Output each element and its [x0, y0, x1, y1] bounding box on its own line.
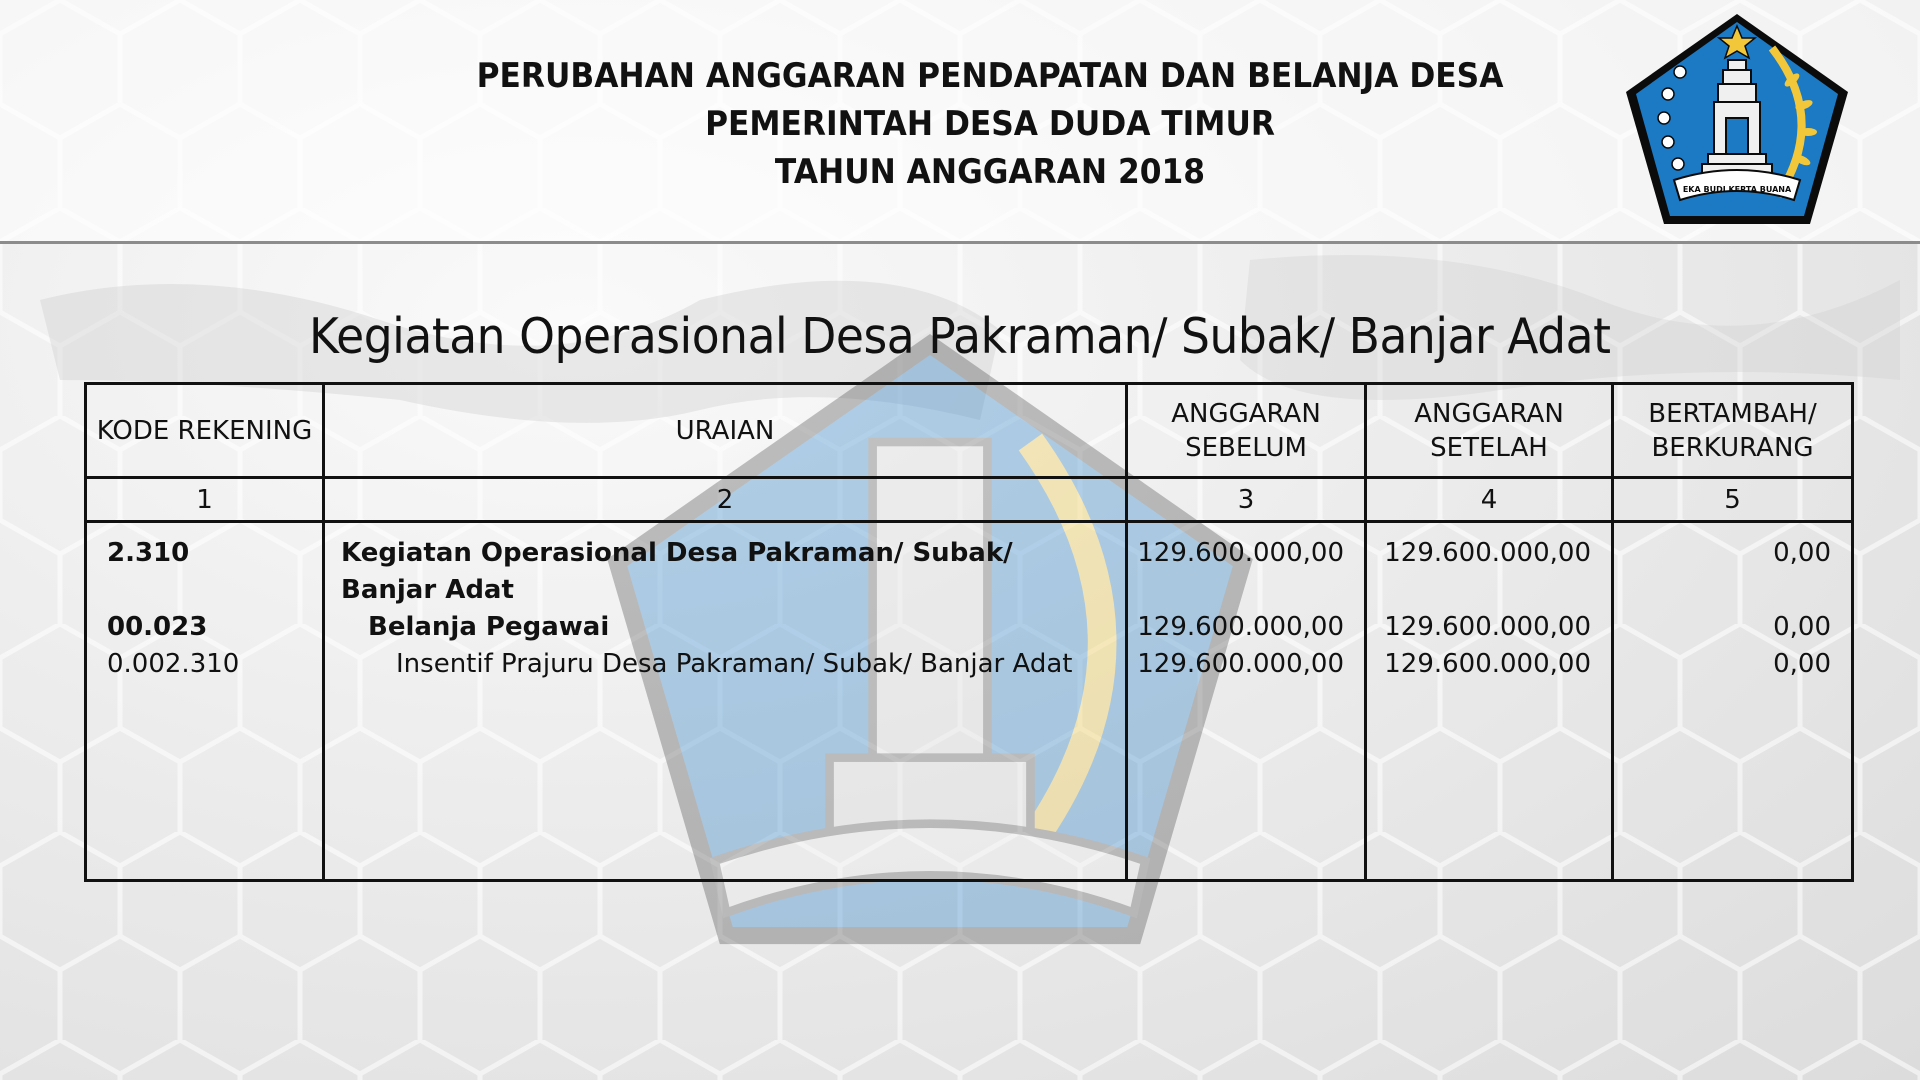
- belanja-pegawai-label: Belanja Pegawai: [368, 612, 610, 642]
- amount-before: 129.600.000,00: [1137, 538, 1344, 568]
- column-header-anggaran-setelah: [1366, 384, 1613, 478]
- page-header: [0, 0, 1920, 244]
- column-header-anggaran-sebelum-text: ANGGARAN SEBELUM: [1171, 398, 1321, 463]
- budget-table: [84, 382, 1854, 882]
- anggaran-setelah-cell: [1366, 522, 1613, 881]
- column-header-bertambah-berkurang-text: BERTAMBAH/ BERKURANG: [1648, 398, 1817, 463]
- column-number-row: [86, 478, 1853, 522]
- code-0-002-310: 0.002.310: [107, 649, 240, 679]
- amount-diff: 0,00: [1773, 612, 1831, 642]
- amount-after: 129.600.000,00: [1384, 538, 1591, 568]
- header-title-line-2: PEMERINTAH DESA DUDA TIMUR: [705, 104, 1275, 144]
- uraian-cell: [324, 522, 1127, 881]
- code-00-023: 00.023: [107, 612, 208, 642]
- column-number: 5: [1613, 478, 1853, 522]
- amount-before: 129.600.000,00: [1137, 612, 1344, 642]
- emblem-motto: EKA BUDI KERTA BUANA: [1682, 185, 1792, 194]
- amount-after: 129.600.000,00: [1384, 649, 1591, 679]
- column-header-kode-rekening: KODE REKENING: [86, 384, 324, 478]
- amount-diff: 0,00: [1773, 649, 1831, 679]
- amount-before: 129.600.000,00: [1137, 649, 1344, 679]
- column-number: 1: [86, 478, 324, 522]
- amount-after: 129.600.000,00: [1384, 612, 1591, 642]
- activity-title-line-2: Banjar Adat: [341, 575, 514, 605]
- header-titles: [330, 52, 1650, 196]
- column-header-anggaran-sebelum: [1127, 384, 1366, 478]
- column-header-bertambah-berkurang: [1613, 384, 1853, 478]
- table-body-row: [86, 522, 1853, 881]
- column-number: 2: [324, 478, 1127, 522]
- amount-diff: 0,00: [1773, 538, 1831, 568]
- kode-rekening-cell: [86, 522, 324, 881]
- karangasem-emblem-logo: [1622, 10, 1852, 228]
- code-2-310: 2.310: [107, 538, 190, 568]
- column-number: 4: [1366, 478, 1613, 522]
- activity-title-line-1: Kegiatan Operasional Desa Pakraman/ Subak/: [341, 538, 1013, 568]
- table-header-row: [86, 384, 1853, 478]
- column-number: 3: [1127, 478, 1366, 522]
- header-title-line-1: PERUBAHAN ANGGARAN PENDAPATAN DAN BELANJA DESA: [476, 56, 1504, 96]
- section-title: [0, 308, 1920, 365]
- section-title-text: Kegiatan Operasional Desa Pakraman/ Subak/ Banjar Adat: [309, 308, 1611, 365]
- column-header-uraian: URAIAN: [324, 384, 1127, 478]
- bertambah-berkurang-cell: [1613, 522, 1853, 881]
- anggaran-sebelum-cell: [1127, 522, 1366, 881]
- header-title-line-3: TAHUN ANGGARAN 2018: [774, 152, 1206, 192]
- column-header-anggaran-setelah-text: ANGGARAN SETELAH: [1414, 398, 1564, 463]
- insentif-prajuru-label: Insentif Prajuru Desa Pakraman/ Subak/ Banjar Adat: [396, 649, 1073, 679]
